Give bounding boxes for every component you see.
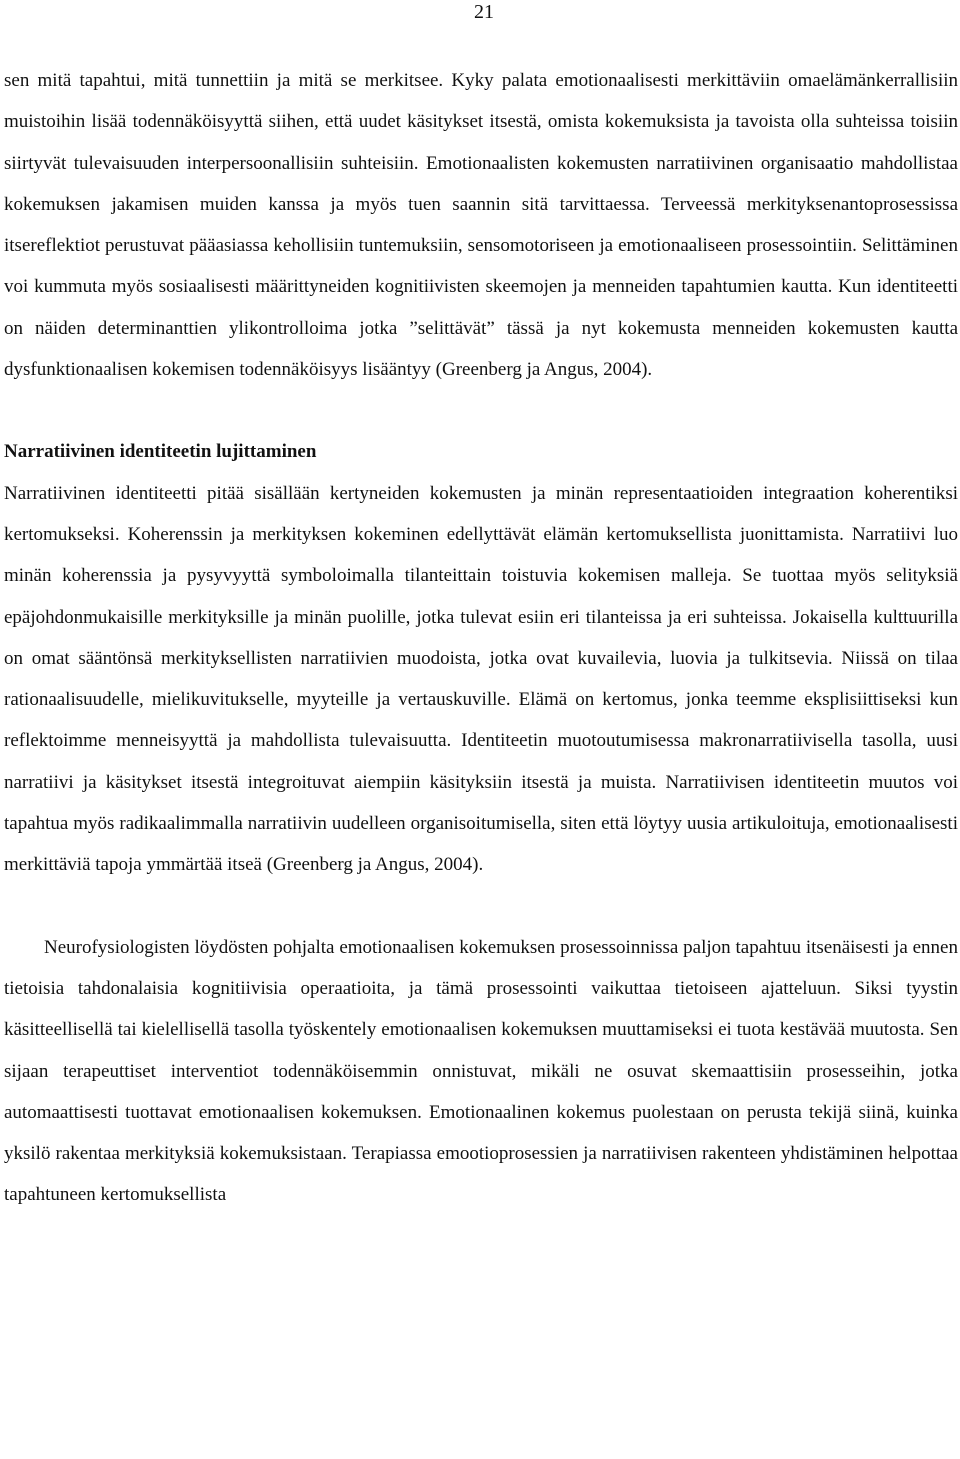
paragraph-3: Neurofysiologisten löydösten pohjalta emotionaalisen kokemuksen prosessoinnissa paljon tapahtuu itsenäisesti ja ennen tietoisia tahdonalaisia kognitiivisia operaatioita, ja tämä prosessointi vaikuttaa tietoiseen ajatteluun. Siksi tyystin käsitteellisellä tai kielellisellä tasolla työskentely emotionaalisen kokemuksen muuttamiseksi ei tuota kestävää muutosta. Sen sijaan terapeuttiset interventiot todennäköisemmin onnistuvat, mikäli ne osuvat skemaattisiin prosesseihin, jotka automaattisesti tuottavat emotionaalisen kokemuksen. Emotionaalinen kokemus puolestaan on perusta tekijä siinä, kuinka yksilö rakentaa merkityksiä kokemuksistaan. Terapiassa emootioprosessien ja narratiivisen rakenteen yhdistäminen helpottaa tapahtuneen kertomuksellista — [4, 936, 958, 1206]
document-body — [4, 60, 958, 1216]
page-number: 21 — [474, 1, 494, 23]
section-heading: Narratiivinen identiteetin lujittaminen — [4, 441, 317, 463]
paragraph-2: Narratiivinen identiteetti pitää sisällään kertyneiden kokemusten ja minän representaatioiden integraation koherentiksi kertomukseksi. Koherenssin ja merkityksen kokeminen edellyttävät elämän kertomuksellista juonittamista. Narratiivi luo minän koherenssia ja pysyvyyttä symboloimalla tilanteittain toistuvia kokemisen malleja. Se tuottaa myös selityksiä epäjohdonmukaisille merkityksille ja minän puolille, jotka tulevat esiin eri tilanteissa ja eri suhteissa. Jokaisella kulttuurilla on omat sääntönsä merkityksellisten narratiivien muodoista, jotka ovat kuvailevia, luovia ja tulkitsevia. Niissä on tilaa rationaalisuudelle, mielikuvitukselle, myyteille ja vertauskuville. Elämä on kertomus, jonka teemme eksplisiittiseksi kun reflektoimme menneisyyttä ja mahdollista tulevaisuutta. Identiteetin muotoutumisessa makronarratiivisella tasolla, uusi narratiivi ja käsitykset itsestä integroituvat aiempiin käsityksiin itsestä ja muista. Narratiivisen identiteetin muutos voi tapahtua myös radikaalimmalla narratiivin uudelleen organisoitumisella, siten että löytyy uusia artikuloituja, emotionaalisesti merkittäviä tapoja ymmärtää itseä (Greenberg ja Angus, 2004). — [4, 482, 958, 876]
paragraph-1: sen mitä tapahtui, mitä tunnettiin ja mitä se merkitsee. Kyky palata emotionaalisesti merkittäviin omaelämänkerrallisiin muistoihin lisää todennäköisyyttä siihen, että uudet käsitykset itsestä, omista kokemuksista ja tavoista olla suhteissa toisiin siirtyvät tulevaisuuden interpersoonallisiin suhteisiin. Emotionaalisten kokemusten narratiivinen organisaatio mahdollistaa kokemuksen jakamisen muiden kanssa ja myös tuen saannin sitä tarvittaessa. Terveessä merkityksenantoprosessissa itsereflektiot perustuvat pääasiassa kehollisiin tuntemuksiin, sensomotoriseen ja emotionaaliseen prosessointiin. Selittäminen voi kummuta myös sosiaalisesti määrittyneiden kognitiivisten skeemojen ja menneiden tapahtumien kautta. Kun identiteetti on näiden determinanttien ylikontrolloima jotka ”selittävät” tässä ja nyt kokemusta menneiden kokemusten kautta dysfunktionaalisen kokemisen todennäköisyys lisääntyy (Greenberg ja Angus, 2004). — [4, 70, 958, 381]
